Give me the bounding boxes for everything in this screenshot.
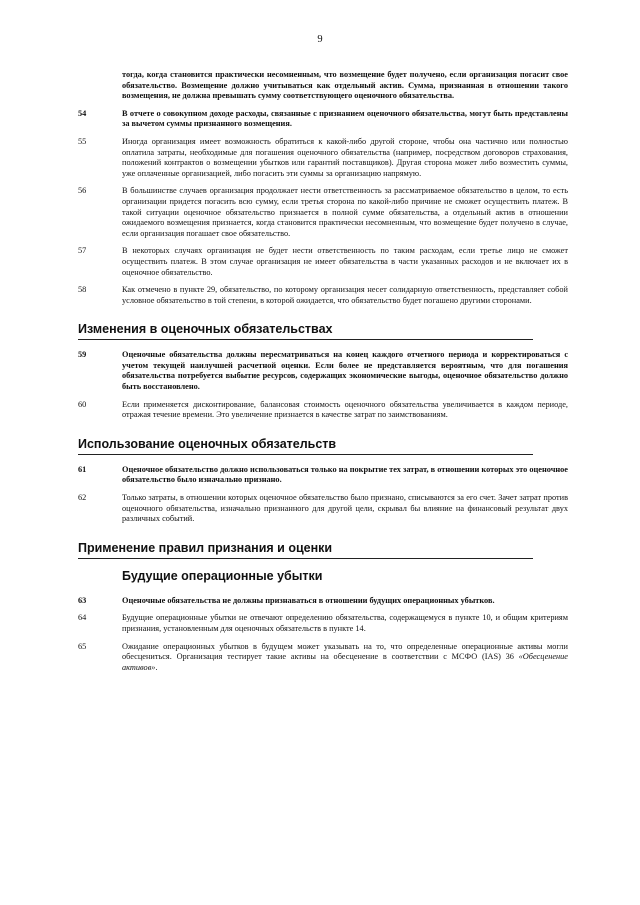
paragraph-text: тогда, когда становится практически несомненным, что возмещение будет получено, если организация погасит свое обязательство. Возмещение должно учитываться как отдельный актив. Сумма, признанная в отношении такого возмещения, не должна превышать сумму соответствующего оценочного обязательства. — [122, 70, 568, 101]
paragraph-number: 56 — [78, 186, 87, 196]
section-heading: Применение правил признания и оценки — [78, 541, 533, 559]
paragraph-59 — [78, 350, 568, 392]
paragraph-62 — [78, 493, 568, 525]
paragraph-55 — [78, 137, 568, 179]
paragraph-number: 58 — [78, 285, 87, 295]
paragraph-61 — [78, 465, 568, 486]
paragraph-number: 54 — [78, 108, 87, 118]
paragraph-text: Ожидание операционных убытков в будущем может указывать на то, что определенные операционные активы могли обесцениться. Организация тестирует такие активы на обесценение в соответствии с МСФО (IAS) 36 — [122, 641, 568, 662]
sub-heading: Будущие операционные убытки — [122, 568, 323, 583]
paragraph-text: Оценочные обязательства должны пересматриваться на конец каждого отчетного периода и корректироваться с учетом текущей наилучшей расчетной оценки. Если более не представляется вероятным, что для погашения обязательства потребуется выбытие ресурсов, содержащих экономические выгоды, оценочное обязательство должно быть восстановлено. — [122, 350, 568, 392]
section-heading: Использование оценочных обязательств — [78, 437, 533, 455]
paragraph-number: 62 — [78, 493, 87, 503]
paragraph-text: Только затраты, в отношении которых оценочное обязательство было признано, списываются за его счет. Зачет затрат против оценочного обязательства, изначально признанного для другой цели, скрывал бы влияние на финансовый результат двух различных событий. — [122, 493, 568, 524]
paragraph-text: Оценочные обязательства не должны признаваться в отношении будущих операционных убытков. — [122, 595, 495, 605]
section-heading: Изменения в оценочных обязательствах — [78, 322, 533, 340]
paragraph-text: В отчете о совокупном доходе расходы, связанные с признанием оценочного обязательства, могут быть представлены за вычетом суммы признанного возмещения. — [122, 108, 568, 129]
page-number: 9 — [317, 34, 323, 45]
paragraph-text: Иногда организация имеет возможность обратиться к какой-либо другой стороне, чтобы она частично или полностью оплатила затраты, необходимые для погашения оценочного обязательства (например, посредством договоров страхования, положений контрактов о возмещении убытков или гарантий поставщиков). Другая сторона может либо возместить суммы, уже оплаченные организацией, либо погасить эти суммы за организацию напрямую. — [122, 136, 568, 178]
paragraph-text: В большинстве случаев организация продолжает нести ответственность за рассматриваемое обязательство в целом, то есть организации придется погасить всю сумму, если третья сторона по какой-либо причине не сможет осуществить платеж. В такой ситуации оценочное обязательство признается в полной сумме обязательства, а отдельный актив в отношении ожидаемого возмещения признается, когда становится практически несомненным, что возмещение будет получено в случае, если организация погашает свое обязательство. — [122, 186, 568, 238]
paragraph-number: 63 — [78, 595, 87, 605]
paragraph-number: 65 — [78, 641, 87, 651]
standard-title: «Обесценение активов» — [122, 652, 568, 672]
paragraph-number: 60 — [78, 399, 87, 409]
paragraph-63 — [78, 596, 568, 607]
paragraph-number: 57 — [78, 246, 87, 256]
paragraph-57 — [78, 246, 568, 278]
paragraph-64 — [78, 613, 568, 634]
paragraph-text: Если применяется дисконтирование, балансовая стоимость оценочного обязательства увеличивается в каждом периоде, отражая течение времени. Это увеличение признается в качестве затрат по заимствованиям. — [122, 399, 568, 420]
paragraph-text: В некоторых случаях организация не будет нести ответственность по таким расходам, если третье лицо не сможет осуществить платеж. В этом случае организация не имеет обязательства в части указанных расходов и не включает их в оценочное обязательство. — [122, 246, 568, 277]
paragraph-number: 64 — [78, 613, 87, 623]
paragraph-65 — [78, 642, 568, 674]
paragraph-text: Оценочное обязательство должно использоваться только на покрытие тех затрат, в отношении которых это оценочное обязательство было изначально признано. — [122, 464, 568, 485]
paragraph-text: Как отмечено в пункте 29, обязательство, по которому организация несет солидарную ответственность, представляет собой условное обязательство в той степени, в которой ожидается, что обязательство будет погашено другими сторонами. — [122, 285, 568, 305]
document-body — [78, 70, 568, 680]
paragraph-text: Будущие операционные убытки не отвечают определению обязательства, содержащемуся в пункте 10, и общим критериям признания, установленным для оценочных обязательств в пункте 14. — [122, 613, 568, 633]
paragraph-tail: . — [155, 662, 158, 672]
paragraph-56 — [78, 186, 568, 239]
paragraph-58 — [78, 285, 568, 306]
paragraph-number: 61 — [78, 464, 87, 474]
paragraph-continued — [78, 70, 568, 102]
paragraph-54 — [78, 109, 568, 130]
paragraph-number: 55 — [78, 136, 87, 146]
paragraph-number: 59 — [78, 350, 87, 360]
paragraph-60 — [78, 400, 568, 421]
